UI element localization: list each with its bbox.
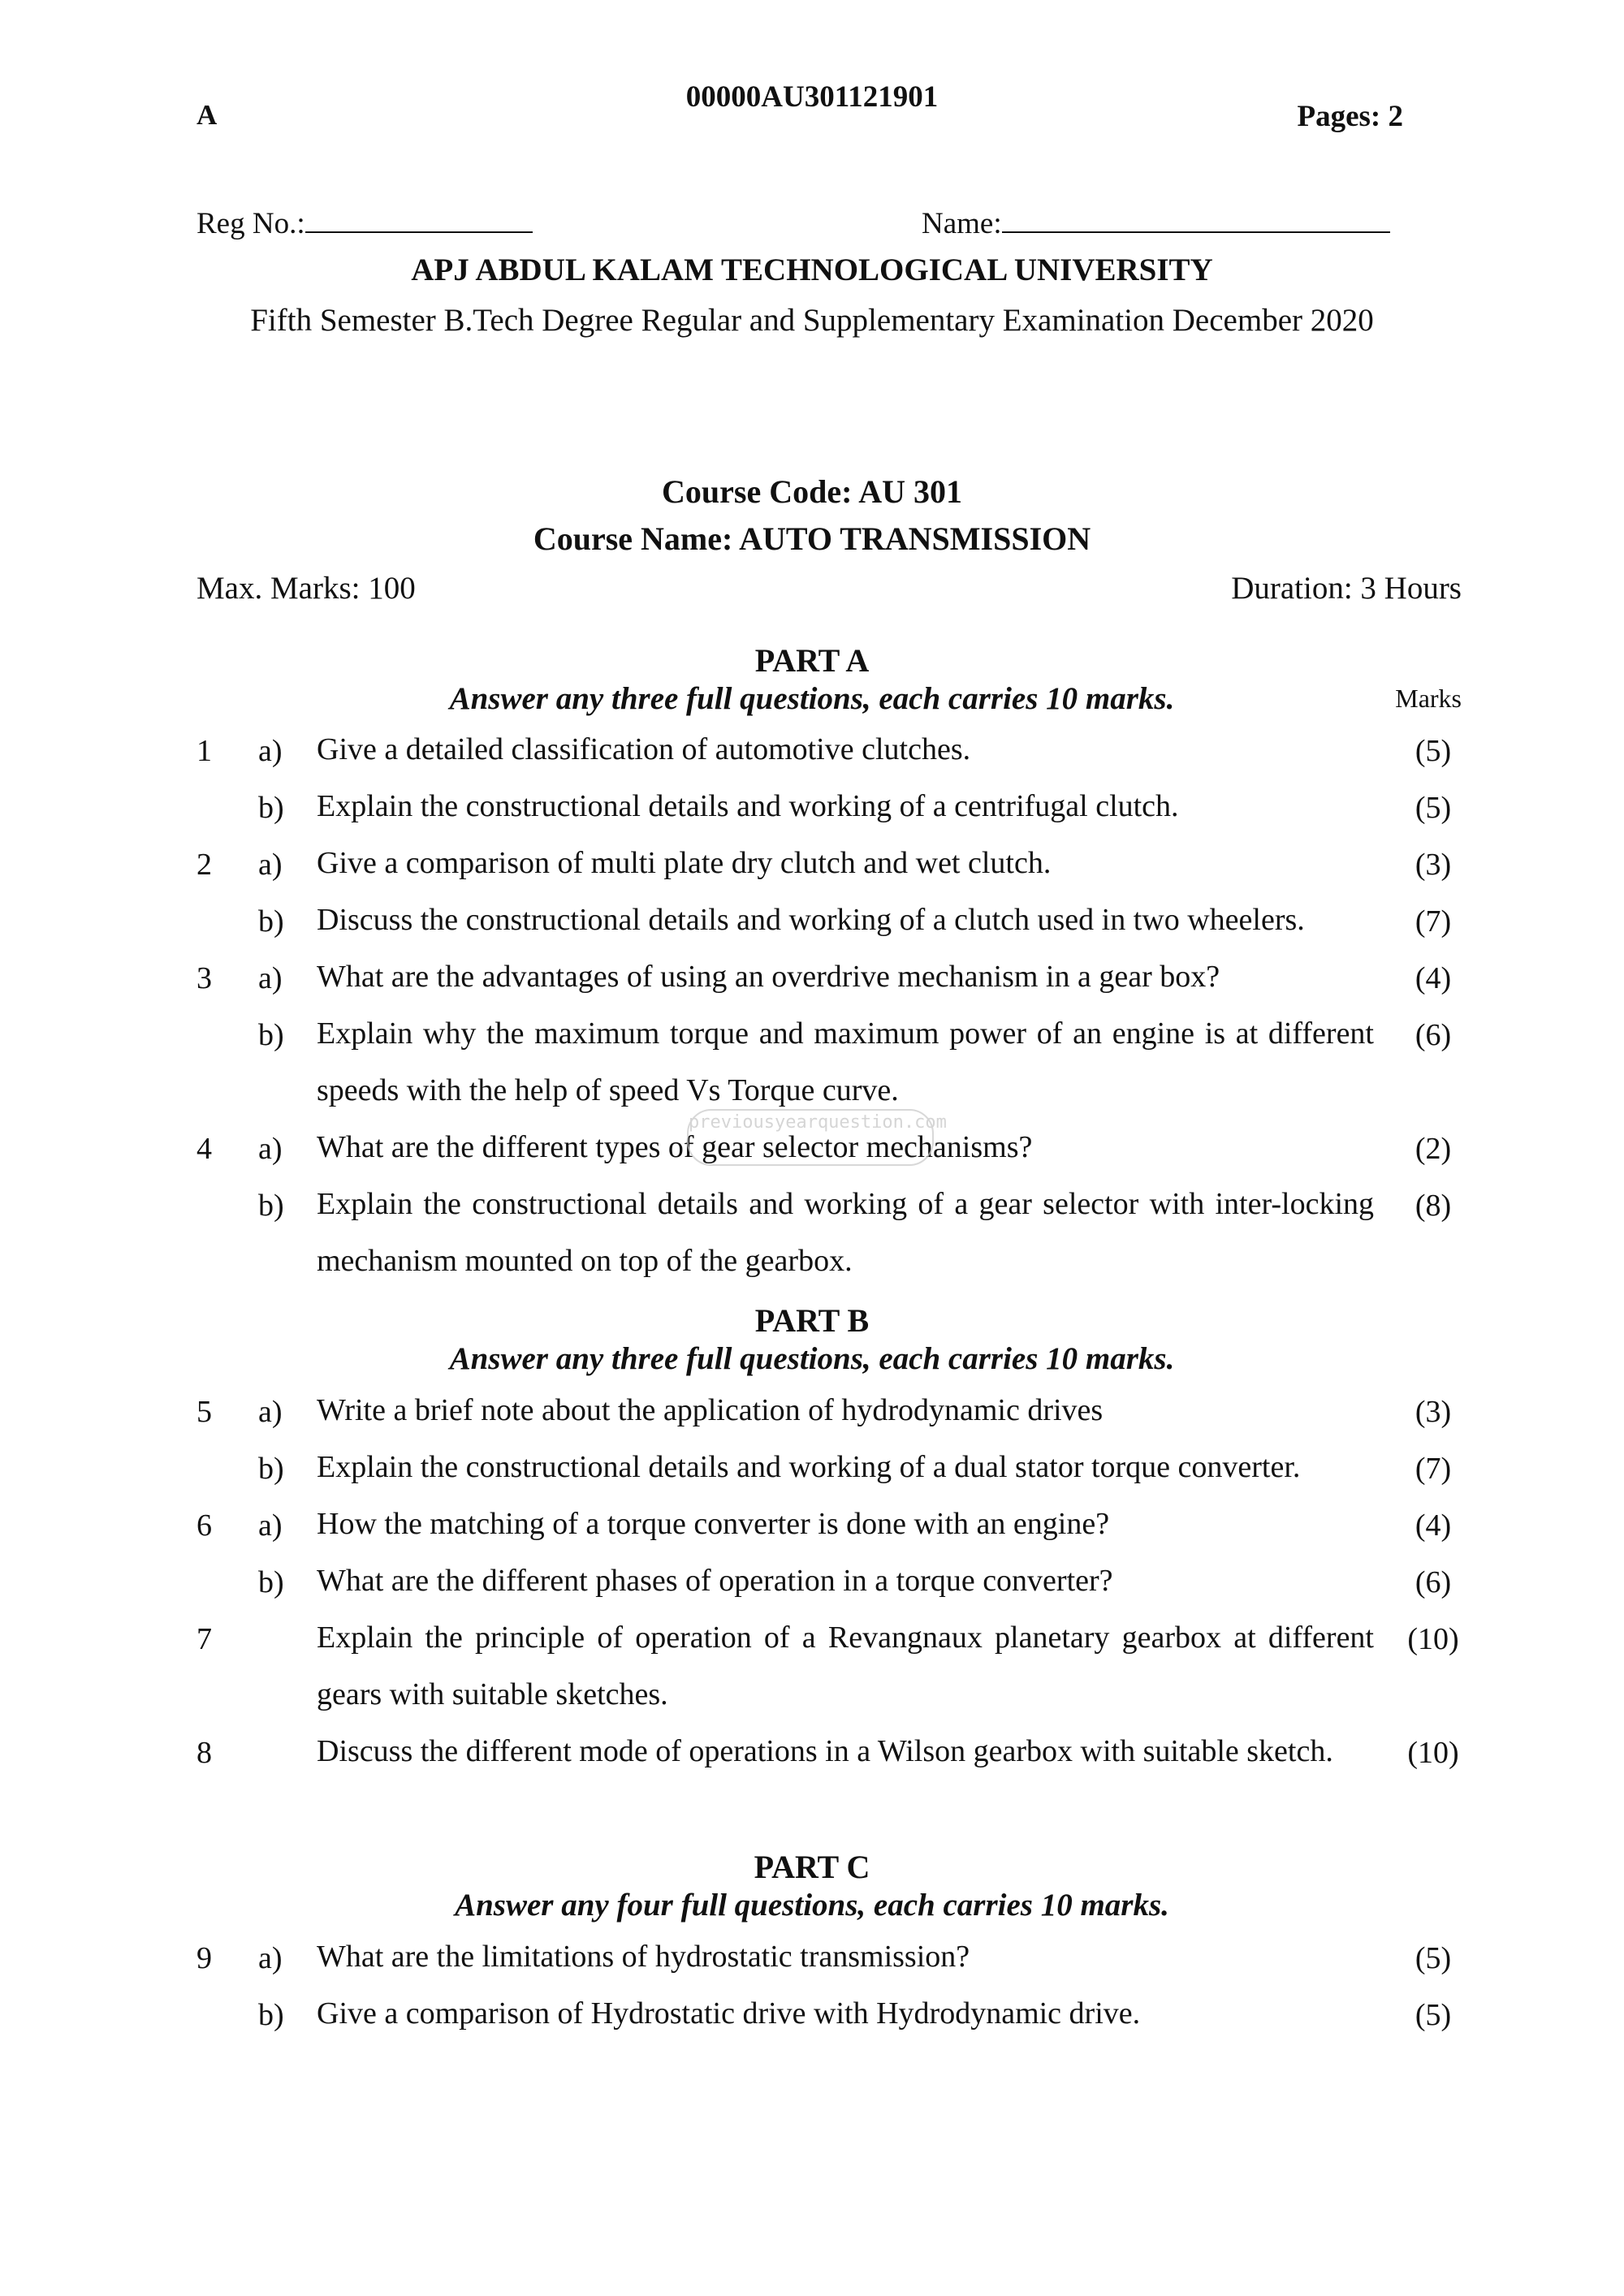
exam-title: Fifth Semester B.Tech Degree Regular and Supplementary Examination December 2020 xyxy=(250,303,1374,338)
question-number: 5 xyxy=(197,1395,212,1429)
question-sub-label: a) xyxy=(258,1508,283,1543)
paper-code: 00000AU301121901 xyxy=(685,80,939,114)
part-b-title: PART B xyxy=(754,1302,870,1339)
question-text: Give a comparison of multi plate dry clutch and wet clutch. xyxy=(317,846,1052,880)
question-text: What are the advantages of using an overdrive mechanism in a gear box? xyxy=(317,960,1220,994)
watermark-stamp: previousyearquestion.com xyxy=(687,1109,934,1166)
question-marks: (3) xyxy=(1415,848,1452,882)
question-sub-label: a) xyxy=(258,1132,283,1166)
question-number: 8 xyxy=(197,1736,212,1770)
question-sub-label: a) xyxy=(258,848,283,882)
question-sub-label: a) xyxy=(258,961,283,995)
course-name: Course Name: AUTO TRANSMISSION xyxy=(533,520,1091,557)
question-marks: (5) xyxy=(1415,734,1452,768)
question-text: Explain the constructional details and working of a dual stator torque converter. xyxy=(317,1450,1301,1484)
question-marks: (3) xyxy=(1415,1395,1452,1429)
question-marks: (7) xyxy=(1415,904,1452,939)
question-sub-label: b) xyxy=(258,1018,284,1052)
question-text: Write a brief note about the application of hydrodynamic drives xyxy=(317,1393,1104,1427)
question-text: Explain the principle of operation of a Revangnaux planetary gearbox at different gears with suitable sketches. xyxy=(317,1621,1374,1711)
name-field xyxy=(922,206,1390,241)
question-number: 9 xyxy=(197,1941,212,1975)
question-marks: (6) xyxy=(1415,1018,1452,1052)
question-marks: (6) xyxy=(1415,1565,1452,1599)
question-text: Discuss the constructional details and working of a clutch used in two wheelers. xyxy=(317,903,1305,937)
part-a-instruction: Answer any three full questions, each carries 10 marks. xyxy=(449,681,1175,716)
question-number: 6 xyxy=(197,1508,212,1543)
question-text: Explain the constructional details and working of a centrifugal clutch. xyxy=(317,789,1179,823)
question-marks: (5) xyxy=(1415,1941,1452,1975)
reg-no-field xyxy=(197,206,533,241)
question-sub-label: b) xyxy=(258,791,284,825)
reg-no-label: Reg No.: xyxy=(197,207,305,240)
part-c-title: PART C xyxy=(754,1849,870,1885)
question-sub-label: b) xyxy=(258,1452,284,1486)
question-marks: (5) xyxy=(1415,1998,1452,2032)
question-number: 7 xyxy=(197,1622,212,1656)
part-a-title: PART A xyxy=(754,642,870,679)
question-marks: (8) xyxy=(1415,1189,1452,1223)
question-number: 1 xyxy=(197,734,212,768)
question-text: How the matching of a torque converter is done with an engine? xyxy=(317,1507,1110,1541)
duration: Duration: 3 Hours xyxy=(1231,571,1462,606)
university-name: APJ ABDUL KALAM TECHNOLOGICAL UNIVERSITY xyxy=(411,252,1213,287)
course-code: Course Code: AU 301 xyxy=(662,473,962,510)
question-text: Discuss the different mode of operations in a Wilson gearbox with suitable sketch. xyxy=(317,1734,1333,1768)
marks-column-header: Marks xyxy=(1395,684,1462,713)
question-sub-label: a) xyxy=(258,734,283,768)
question-sub-label: b) xyxy=(258,1998,284,2032)
part-b-instruction: Answer any three full questions, each carries 10 marks. xyxy=(449,1341,1175,1376)
question-marks: (10) xyxy=(1407,1622,1459,1656)
question-marks: (10) xyxy=(1407,1736,1459,1770)
question-number: 4 xyxy=(197,1132,212,1166)
question-text: Give a detailed classification of automotive clutches. xyxy=(317,732,971,766)
question-text: What are the limitations of hydrostatic transmission? xyxy=(317,1940,970,1974)
question-marks: (4) xyxy=(1415,961,1452,995)
question-marks: (4) xyxy=(1415,1508,1452,1543)
question-text: What are the different phases of operation in a torque converter? xyxy=(317,1564,1113,1598)
question-text: What are the different types of gear selector mechanisms? xyxy=(317,1130,1033,1164)
question-text: Explain the constructional details and working of a gear selector with inter-locking mechanism mounted on top of the gearbox. xyxy=(317,1187,1374,1278)
question-sub-label: b) xyxy=(258,1189,284,1223)
name-line xyxy=(1002,231,1390,233)
question-number: 3 xyxy=(197,961,212,995)
question-marks: (5) xyxy=(1415,791,1452,825)
question-sub-label: b) xyxy=(258,904,284,939)
set-letter: A xyxy=(197,99,218,131)
reg-no-line xyxy=(305,231,533,233)
question-marks: (2) xyxy=(1415,1132,1452,1166)
question-text: Explain why the maximum torque and maximum power of an engine is at different speeds with the help of speed Vs Torque curve. xyxy=(317,1016,1374,1107)
question-sub-label: a) xyxy=(258,1395,283,1429)
max-marks: Max. Marks: 100 xyxy=(197,571,416,606)
question-marks: (7) xyxy=(1415,1452,1452,1486)
question-number: 2 xyxy=(197,848,212,882)
question-text: Give a comparison of Hydrostatic drive with Hydrodynamic drive. xyxy=(317,1996,1141,2031)
question-sub-label: a) xyxy=(258,1941,283,1975)
part-c-instruction: Answer any four full questions, each carries 10 marks. xyxy=(455,1888,1169,1923)
page-count: Pages: 2 xyxy=(1297,100,1403,133)
question-sub-label: b) xyxy=(258,1565,284,1599)
name-label: Name: xyxy=(922,207,1002,240)
